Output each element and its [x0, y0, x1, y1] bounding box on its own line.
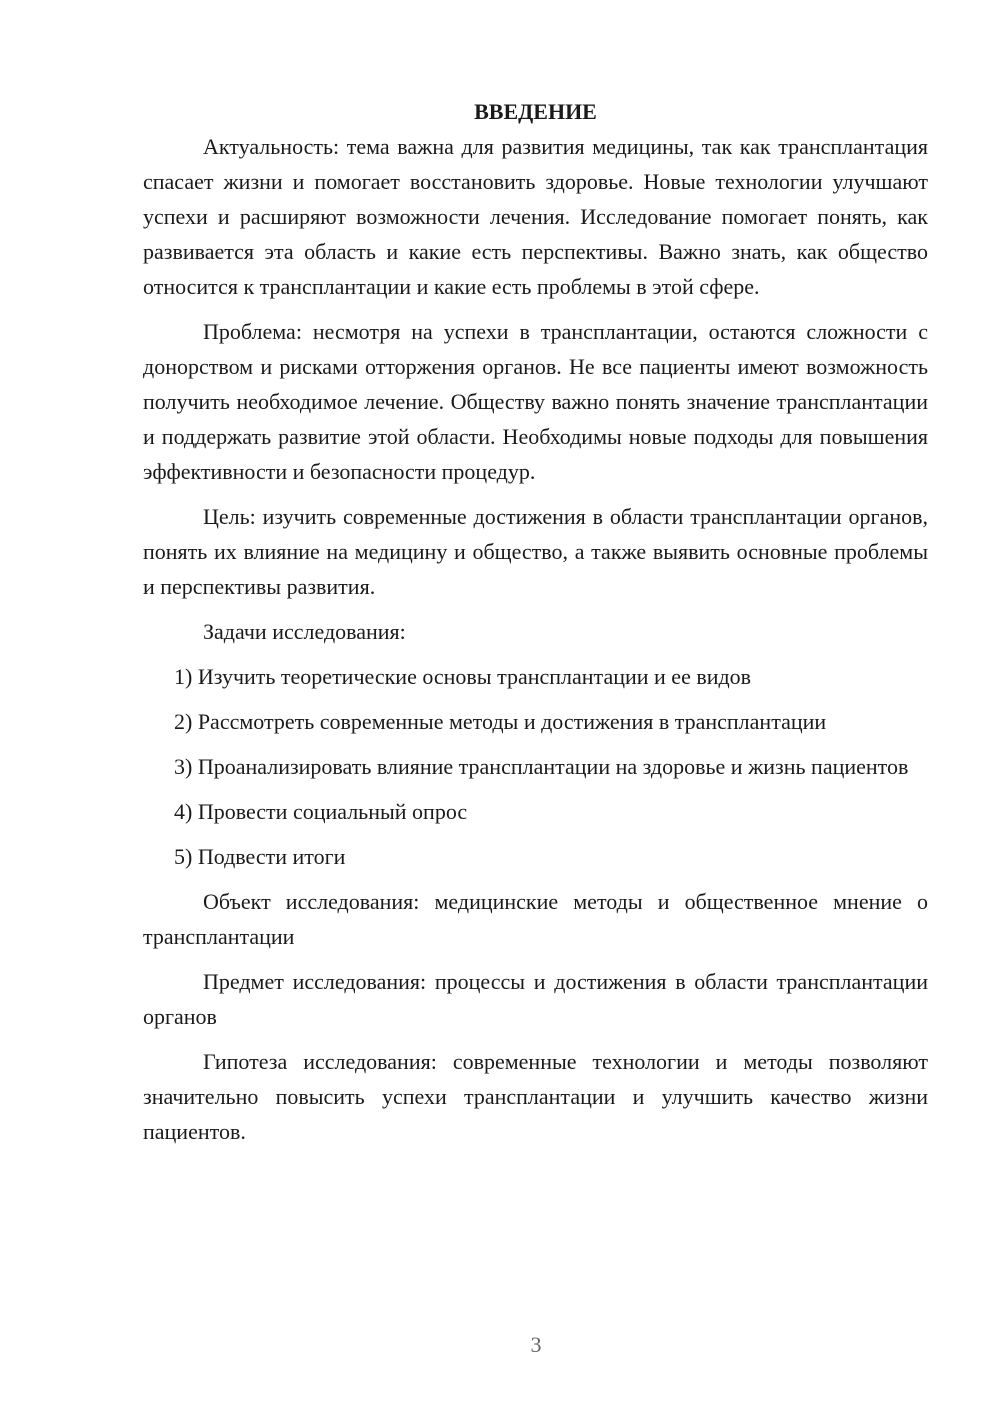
paragraph-relevance: Актуальность: тема важна для развития медицины, так как трансплантация спасает жизни и помогает восстановить здоровье. Новые технологии улучшают успехи и расширяют возможности лечения. Исследование помогает понять, как развивается эта область и какие есть перспективы. Важно знать, как общество относится к трансплантации и какие есть проблемы в этой сфере.	[143, 134, 928, 299]
task-item-5: 5) Подвести итоги	[174, 844, 346, 869]
tasks-heading: Задачи исследования:	[203, 619, 406, 644]
task-item-2: 2) Рассмотреть современные методы и достижения в трансплантации	[174, 709, 827, 734]
task-item-4: 4) Провести социальный опрос	[174, 799, 468, 824]
task-item-3: 3) Проанализировать влияние трансплантации на здоровье и жизнь пациентов	[174, 754, 909, 779]
paragraph-goal: Цель: изучить современные достижения в области трансплантации органов, понять их влияние на медицину и общество, а также выявить основные проблемы и перспективы развития.	[143, 504, 928, 599]
paragraph-problem: Проблема: несмотря на успехи в трансплантации, остаются сложности с донорством и рисками отторжения органов. Не все пациенты имеют возможность получить необходимое лечение. Обществу важно понять значение трансплантации и поддержать развитие этой области. Необходимы новые подходы для повышения эффективности и безопасности процедур.	[143, 319, 928, 484]
page-number: 3	[530, 1332, 542, 1357]
section-title: ВВЕДЕНИЕ	[474, 99, 597, 124]
paragraph-hypothesis: Гипотеза исследования: современные технологии и методы позволяют значительно повысить успехи трансплантации и улучшить качество жизни пациентов.	[143, 1049, 928, 1144]
task-item-1: 1) Изучить теоретические основы трансплантации и ее видов	[174, 664, 752, 689]
document-page	[143, 94, 928, 1159]
paragraph-subject: Предмет исследования: процессы и достижения в области трансплантации органов	[143, 969, 928, 1029]
paragraph-object: Объект исследования: медицинские методы и общественное мнение о трансплантации	[143, 889, 928, 949]
